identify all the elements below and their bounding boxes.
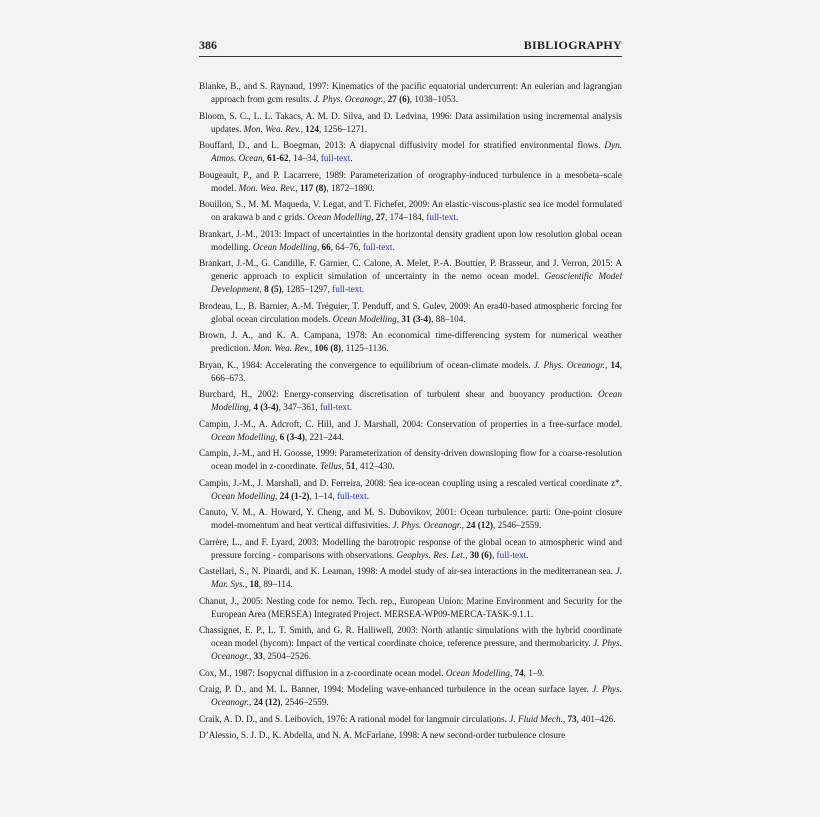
reference-text: . [350, 153, 353, 163]
reference-text: , [371, 212, 376, 222]
reference-text: Brankart, J.-M., 2013: Impact of uncertainties in the horizontal density gradient upon low resolution global ocean modelling. [199, 228, 622, 252]
reference-entry [199, 565, 622, 591]
reference-entry [199, 257, 622, 296]
reference-text: . [392, 241, 395, 252]
volume-number: 66 [321, 241, 331, 252]
reference-text: , 221–244. [304, 431, 344, 442]
journal-name: Ocean Modelling [307, 212, 372, 222]
reference-text: Brodeau, L., B. Barnier, A.-M. Tréguier, T. Penduff, and S. Gulev, 2009: An era40-based atmospheric forcing for global ocean circulation models. [199, 300, 622, 324]
reference-text: , 2546–2559. [280, 697, 329, 707]
full-text-link[interactable]: full-text [332, 284, 362, 294]
volume-number: 24 (12) [253, 697, 281, 707]
reference-text: , [491, 549, 497, 560]
reference-list [199, 80, 622, 746]
journal-name: Ocean Modelling [211, 431, 276, 442]
volume-number: 27 (6) [387, 94, 410, 104]
running-head: BIBLIOGRAPHY [523, 38, 622, 52]
reference-entry [199, 506, 622, 532]
journal-name: J. Phys. Oceanogr. [533, 359, 605, 370]
reference-text: . [366, 490, 369, 501]
reference-text: , 1285–1297, [281, 284, 333, 294]
reference-text: Brown, J. A., and K. A. Campana, 1978: An economical time-differencing system for numerical weather prediction. [199, 330, 622, 353]
reference-text: , [275, 490, 280, 501]
reference-text: Bougeault, P., and P. Lacarrere, 1989: Parameterization of orography-induced turbulence in a mesobeta–scale model. [199, 169, 622, 193]
full-text-link[interactable]: full-text [426, 212, 456, 222]
reference-text: , [249, 651, 254, 661]
journal-name: Ocean Modelling [332, 313, 397, 324]
reference-entry [199, 359, 622, 385]
volume-number: 61-62 [267, 153, 289, 163]
full-text-link[interactable]: full-text [496, 549, 527, 560]
reference-text: Craig, P. D., and M. L. Banner, 1994: Modeling wave-enhanced turbulence in the ocean surface layer. [199, 684, 593, 694]
journal-name: J. Mar. Sys. [211, 566, 622, 589]
journal-name: Tellus [319, 461, 342, 471]
reference-entry [199, 388, 622, 414]
volume-number: 14 [610, 359, 620, 370]
reference-entry [199, 477, 622, 503]
journal-name: Dyn. Atmos. Ocean [211, 140, 622, 163]
reference-text: , 64–76, [330, 241, 363, 252]
journal-name: Mon. Wea. Rev. [243, 123, 301, 134]
reference-text: Campin, J.-M., and H. Goosse, 1999: Parameterization of density-driven downsloping flow for a coarse-resolution ocean model in z-coordinate. [199, 448, 622, 471]
full-text-link[interactable]: full-text [320, 153, 351, 163]
reference-text: , 401–426. [576, 713, 616, 724]
volume-number: 51 [346, 461, 356, 471]
journal-name: J. Phys. Oceanogr. [211, 684, 622, 707]
reference-text: Brankart, J.-M., G. Candille, F. Garnier, C. Calone, A. Melet, P.-A. Bouttier, P. Brasseur, and J. Verron, 2015: A generic approach to explicit simulation of uncertainty in the nemo ocean model. [199, 258, 622, 281]
reference-text: . [361, 284, 365, 294]
volume-number: 24 (1-2) [279, 490, 310, 501]
full-text-link[interactable]: full-text [337, 490, 367, 501]
reference-entry [199, 595, 622, 621]
reference-text: , [295, 182, 301, 193]
reference-entry [199, 447, 622, 473]
reference-text: Campin, J.-M., J. Marshall, and D. Ferreira, 2008: Sea ice-ocean coupling using a rescaled vertical coordinate z*. [199, 477, 622, 488]
reference-text: , 666–673. [211, 359, 623, 383]
reference-entry [199, 729, 622, 742]
journal-name: Ocean Modelling [445, 667, 510, 678]
reference-text: , [382, 94, 388, 104]
reference-text: , [300, 123, 306, 134]
volume-number: 106 (8) [314, 343, 342, 353]
reference-entry [199, 418, 622, 444]
reference-text: , 1125–1136. [341, 343, 389, 353]
reference-text: Blanke, B., and S. Raynaud, 1997: Kinematics of the pacific equatorial undercurrent: An eulerian and lagrangian approach from gcm results. [199, 81, 622, 104]
reference-text: . [349, 402, 352, 412]
reference-text: , [509, 667, 515, 678]
volume-number: 24 (12) [466, 520, 494, 530]
reference-text: , 2504–2526. [262, 651, 312, 661]
journal-name: Geophys. Res. Let. [396, 549, 466, 560]
reference-entry [199, 329, 622, 355]
reference-text: , 2546–2559. [493, 520, 542, 530]
reference-text: , [465, 549, 470, 560]
reference-entry [199, 536, 622, 562]
reference-text: Chassignet, E. P., L. T. Smith, and G. R. Halliwell, 2003: North atlantic simulations with the hybrid coordinate ocean model (hycom): Impact of the vertical coordinate choice, reference pressure, and thermobaricity. [199, 625, 622, 648]
volume-number: 73 [567, 713, 577, 724]
reference-text: . [526, 549, 529, 560]
reference-text: Campin, J.-M., A. Adcroft, C. Hill, and J. Marshall, 2004: Conservation of properties in a free-surface model. [199, 418, 622, 429]
full-text-link[interactable]: full-text [362, 241, 393, 252]
reference-text: Chanut, J., 2005: Nesting code for nemo. Tech. rep., European Union: Marine Environment and Security for the European Area (MERSEA) Integrated Project. MERSEA-WP09-MERCA-TASK-9.1.1. [199, 595, 622, 619]
reference-text: , 89–114. [258, 579, 293, 589]
reference-text: , [248, 402, 254, 412]
reference-text: Canuto, V. M., A. Howard, Y. Cheng, and M. S. Dubovikov, 2001: Ocean turbulence. parti: One-point closure model-momentum and heat vertical diffusivities. [199, 507, 622, 530]
reference-text: , 347–361, [278, 402, 320, 412]
reference-text: , 1038–1053. [409, 94, 459, 104]
page-header [199, 38, 622, 57]
journal-name: Ocean Modelling [252, 241, 317, 252]
reference-entry [199, 169, 622, 195]
reference-text: , [244, 579, 250, 589]
reference-entry [199, 713, 622, 726]
journal-name: Ocean Modelling [211, 389, 622, 412]
volume-number: 18 [249, 579, 259, 589]
reference-text: Bouffard, D., and L. Boegman, 2013: A diapycnal diffusivity model for stratified environmental flows. [199, 140, 605, 150]
journal-name: Mon. Wea. Rev. [238, 182, 296, 193]
journal-name: J. Fluid Mech. [509, 713, 563, 724]
journal-name: J. Phys. Oceanogr. [313, 94, 383, 104]
journal-name: Mon. Wea. Rev. [252, 343, 310, 353]
volume-number: 124 [305, 123, 319, 134]
reference-text: , [262, 153, 268, 163]
volume-number: 31 (3-4) [401, 313, 432, 324]
reference-text: , 88–104. [431, 313, 466, 324]
reference-text: Burchard, H., 2002: Energy-conserving discretisation of turbulent shear and buoyancy production. [199, 389, 599, 399]
reference-text: Craik, A. D. D., and S. Leibovich, 1976: A rational model for langmuir circulations. [199, 713, 510, 724]
reference-text: Bryan, K., 1984: Accelerating the convergence to equilibrium of ocean-climate models. [199, 359, 534, 370]
reference-text: , 174–184, [385, 212, 427, 222]
reference-text: , 1–14, [309, 490, 338, 501]
reference-entry [199, 300, 622, 326]
reference-text: , [249, 697, 254, 707]
reference-entry [199, 667, 622, 680]
reference-text: D’Alessio, S. J. D., K. Abdella, and N. A. McFarlane, 1998: A new second-order turbulence closure [199, 730, 566, 740]
reference-text: , [341, 461, 347, 471]
full-text-link[interactable]: full-text [319, 402, 350, 412]
volume-number: 117 (8) [300, 182, 327, 193]
reference-entry [199, 110, 622, 136]
page-number: 386 [199, 38, 217, 52]
volume-number: 33 [253, 651, 263, 661]
volume-number: 8 (5) [264, 284, 282, 294]
reference-text: , [461, 520, 467, 530]
reference-text: , [396, 313, 402, 324]
volume-number: 6 (3-4) [279, 431, 305, 442]
reference-text: , [309, 343, 315, 353]
reference-text: , [604, 359, 611, 370]
reference-text: , [562, 713, 568, 724]
reference-text: , [275, 431, 280, 442]
journal-name: J. Phys. Oceanogr. [392, 520, 462, 530]
reference-text: , 1872–1890. [326, 182, 375, 193]
volume-number: 27 [375, 212, 386, 222]
reference-text: . [455, 212, 459, 222]
reference-entry [199, 624, 622, 663]
reference-text: Carrère, L., and F. Lyard, 2003: Modelling the barotropic response of the global ocean to atmospheric wind and pressure forcing - comparisons with observations. [199, 536, 622, 560]
journal-name: Ocean Modelling [211, 490, 276, 501]
reference-text: Bloom, S. C., L. L. Takacs, A. M. D. Silva, and D. Ledvina, 1996: Data assimilation using incremental analysis updates. [199, 110, 622, 134]
volume-number: 30 (6) [469, 549, 492, 560]
reference-entry [199, 80, 622, 106]
volume-number: 74 [514, 667, 524, 678]
reference-text: , 412–430. [355, 461, 395, 471]
reference-entry [199, 683, 622, 709]
reference-text: , 1256–1271. [318, 123, 368, 134]
reference-entry [199, 228, 622, 254]
reference-entry [199, 198, 622, 224]
reference-text: , [316, 241, 322, 252]
volume-number: 4 (3-4) [253, 402, 279, 412]
reference-text: Bouillon, S., M. M. Maqueda, V. Legat, and T. Fichefet, 2009: An elastic-viscous-plastic sea ice model formulated on arakawa b and c grids. [199, 199, 622, 222]
journal-name: Geoscientific Model Development [211, 271, 622, 294]
journal-name: J. Phys. Oceanogr. [211, 638, 622, 661]
reference-text: , 14–34, [288, 153, 321, 163]
reference-text: , 1–9. [523, 667, 545, 678]
reference-text: Castellari, S., N. Pinardi, and K. Leaman, 1998: A model study of air-sea interactions in the mediterranean sea. [199, 566, 616, 576]
reference-entry [199, 139, 622, 165]
reference-text: , [259, 284, 265, 294]
reference-text: Cox, M., 1987: Isopycnal diffusion in a z-coordinate ocean model. [199, 667, 446, 678]
